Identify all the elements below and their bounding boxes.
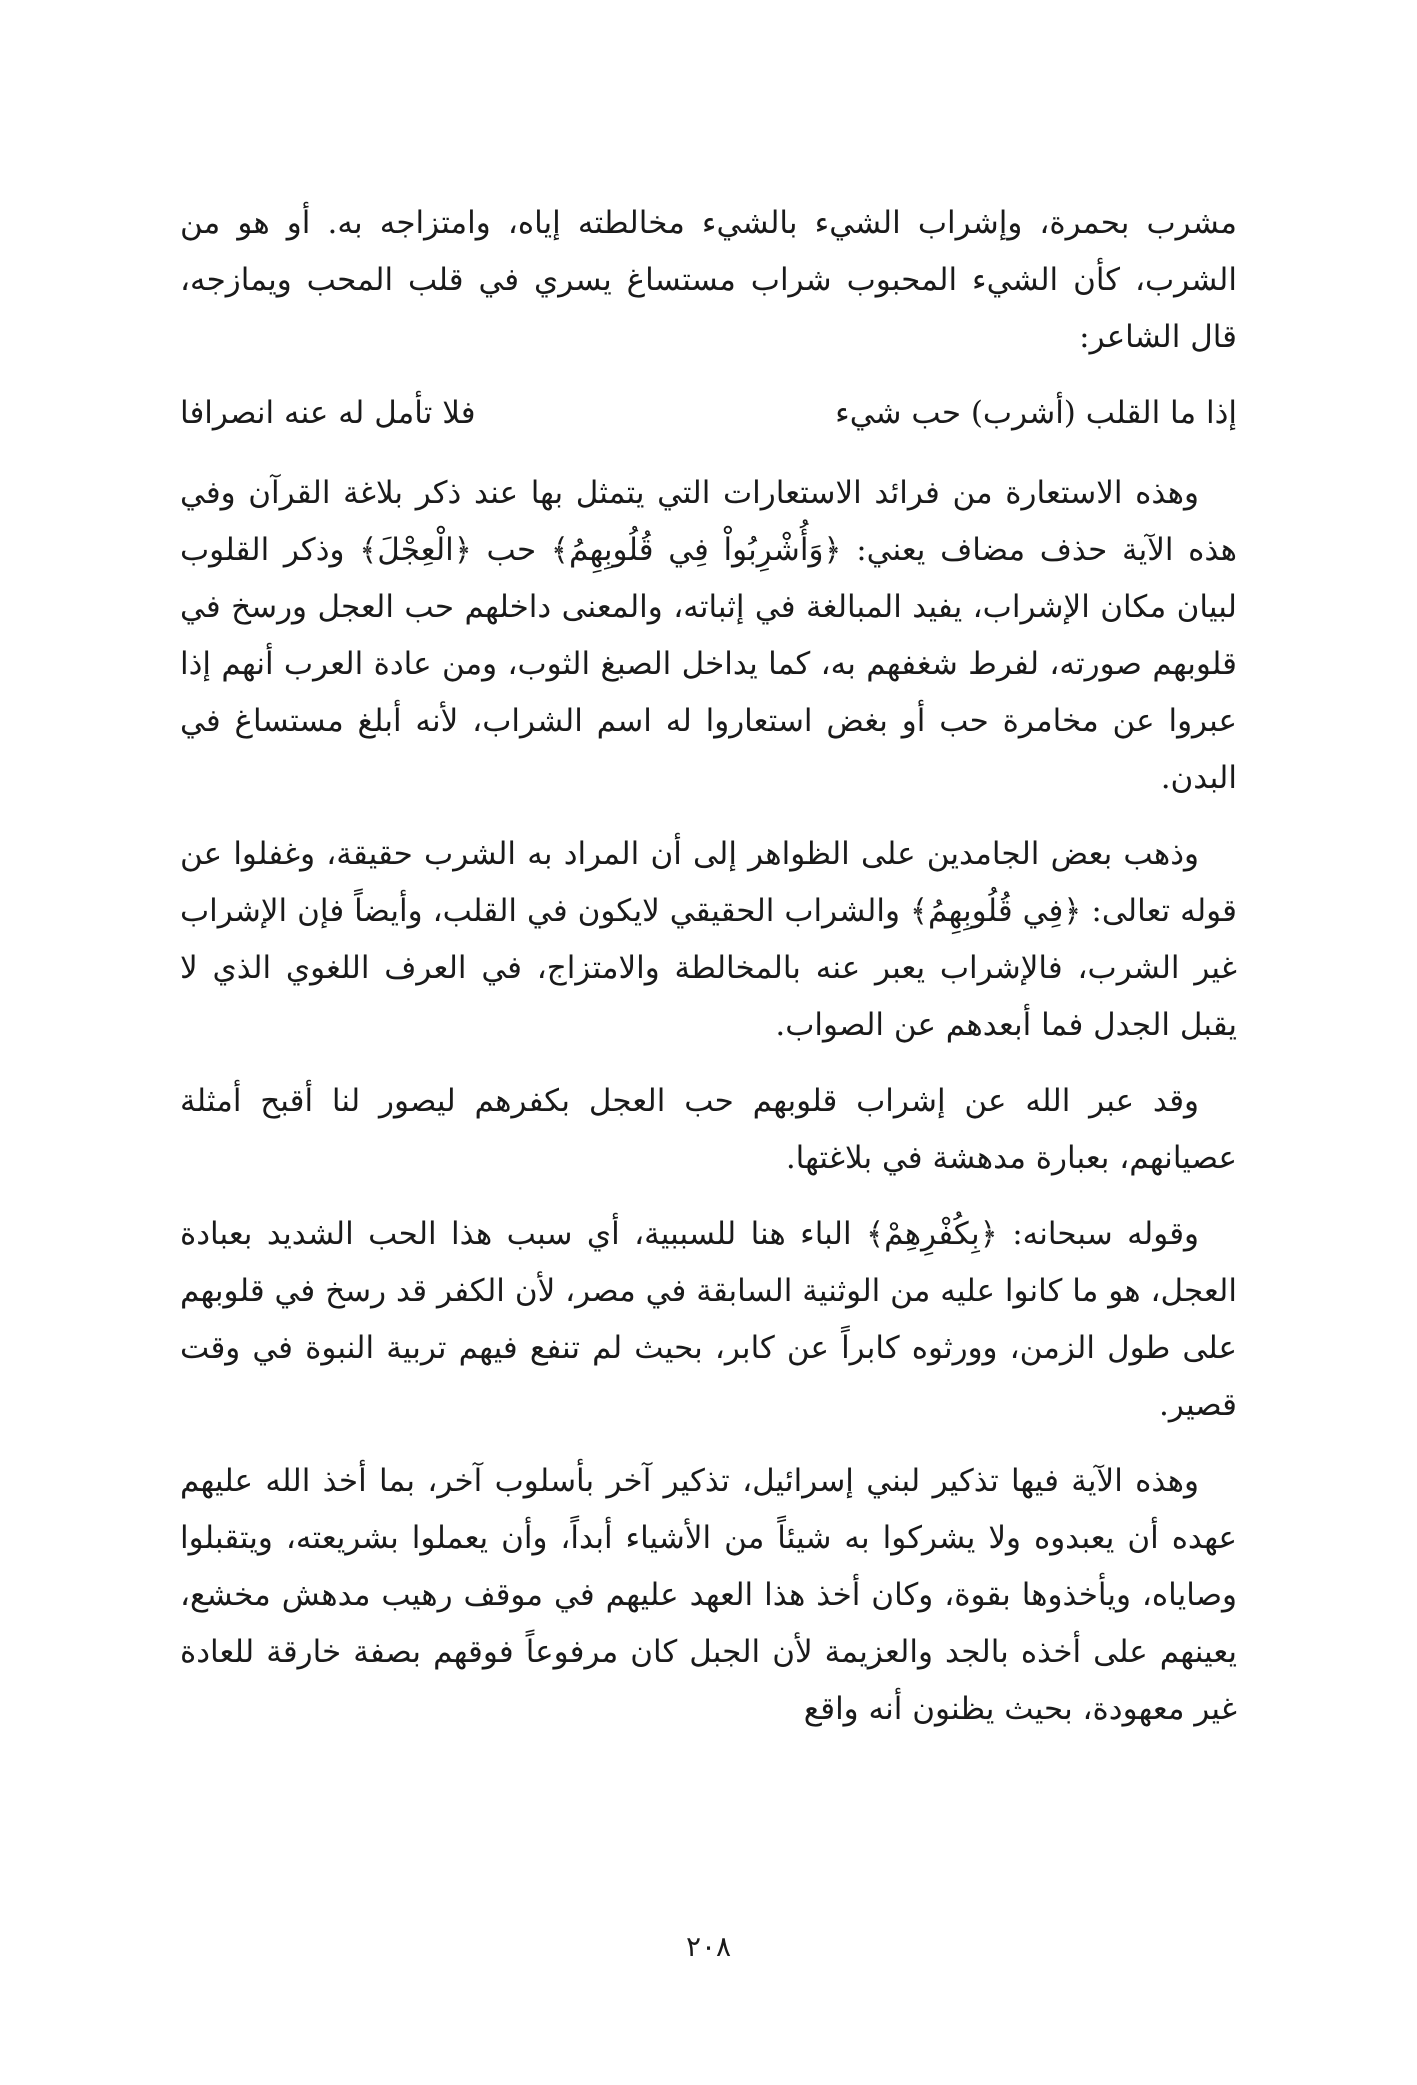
poetry-verse <box>180 385 1237 442</box>
paragraph-6: وهذه الآية فيها تذكير لبني إسرائيل، تذكير آخر بأسلوب آخر، بما أخذ الله عليهم عهده أن يعبدوه ولا يشركوا به شيئاً من الأشياء أبداً، وأن يعملوا بشريعته، ويتقبلوا وصاياه، ويأخذوها بقوة، وكان أخذ هذا العهد عليهم في موقف رهيب مدهش مخشع، يعينهم على أخذه بالجد والعزيمة لأن الجبل كان مرفوعاً فوقهم بصفة خارقة للعادة غير معهودة، بحيث يظنون أنه واقع <box>180 1463 1237 1727</box>
page-number: ٢٠٨ <box>685 1930 732 1963</box>
page-body <box>180 195 1237 1757</box>
paragraph-3: وذهب بعض الجامدين على الظواهر إلى أن المراد به الشرب حقيقة، وغفلوا عن قوله تعالى: ﴿فِي قُلُوبِهِمُ﴾ والشراب الحقيقي لايكون في القلب، وأيضاً فإن الإشراب غير الشرب، فالإشراب يعبر عنه بالمخالطة والامتزاج، في العرف اللغوي الذي لا يقبل الجدل فما أبعدهم عن الصواب. <box>180 836 1237 1043</box>
paragraph-5: وقوله سبحانه: ﴿بِكُفْرِهِمْ﴾ الباء هنا للسببية، أي سبب هذا الحب الشديد بعبادة العجل، هو ما كانوا عليه من الوثنية السابقة في مصر، لأن الكفر قد رسخ في قلوبهم على طول الزمن، وورثوه كابراً عن كابر، بحيث لم تنفع فيهم تربية النبوة في وقت قصير. <box>180 1216 1237 1423</box>
paragraph-2: وهذه الاستعارة من فرائد الاستعارات التي يتمثل بها عند ذكر بلاغة القرآن وفي هذه الآية حذف مضاف يعني: ﴿وَأُشْرِبُواْ فِي قُلُوبِهِمُ﴾ حب ﴿الْعِجْلَ﴾ وذكر القلوب لبيان مكان الإشراب، يفيد المبالغة في إثباته، والمعنى داخلهم حب العجل ورسخ في قلوبهم صورته، لفرط شغفهم به، كما يداخل الصبغ الثوب، ومن عادة العرب أنهم إذا عبروا عن مخامرة حب أو بغض استعاروا له اسم الشراب، لأنه أبلغ مستساغ في البدن. <box>180 475 1237 796</box>
paragraph-4: وقد عبر الله عن إشراب قلوبهم حب العجل بكفرهم ليصور لنا أقبح أمثلة عصيانهم، بعبارة مدهشة في بلاغتها. <box>180 1083 1237 1176</box>
verse-second-hemistich: فلا تأمل له عنه انصرافا <box>180 395 476 431</box>
paragraph-1: مشرب بحمرة، وإشراب الشيء بالشيء مخالطته إياه، وامتزاجه به. أو هو من الشرب، كأن الشيء المحبوب شراب مستساغ يسري في قلب المحب ويمازجه، قال الشاعر: <box>180 205 1237 355</box>
verse-first-hemistich: إذا ما القلب (أشرب) حب شيء <box>835 395 1237 431</box>
